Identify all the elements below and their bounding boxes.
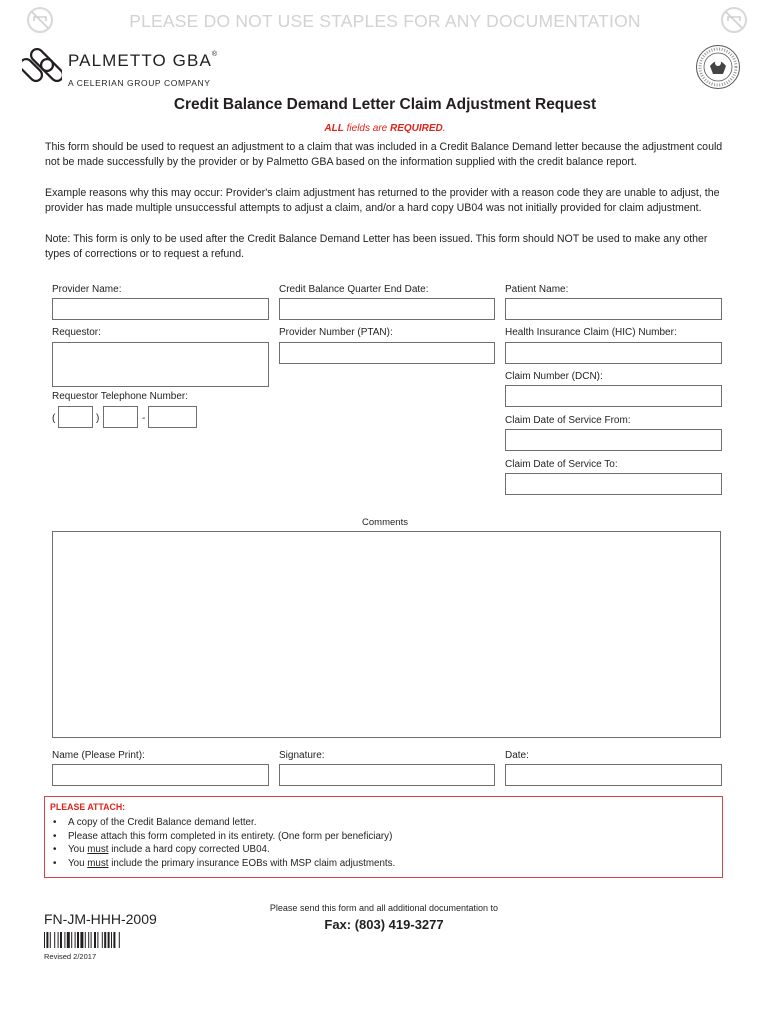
name-print-field[interactable] — [52, 764, 269, 786]
hic-number-label: Health Insurance Claim (HIC) Number: — [505, 327, 677, 338]
fax-number: Fax: (803) 419-3277 — [324, 917, 444, 932]
phone-area-code-field[interactable] — [58, 406, 93, 428]
phone-open-paren: ( — [52, 413, 56, 424]
date-field[interactable] — [505, 764, 722, 786]
form-title: Credit Balance Demand Letter Claim Adjustment Request — [173, 96, 597, 113]
staples-warning: PLEASE DO NOT USE STAPLES FOR ANY DOCUMENTATION — [129, 11, 641, 31]
attach-box — [44, 796, 723, 878]
hic-number-field[interactable] — [505, 342, 722, 364]
attach-item: • Please attach this form completed in its entirety. (One form per beneficiary) — [53, 830, 395, 844]
patient-name-field[interactable] — [505, 298, 722, 320]
date-of-service-from-field[interactable] — [505, 429, 722, 451]
provider-name-label: Provider Name: — [52, 284, 122, 295]
attach-item: • A copy of the Credit Balance demand letter. — [53, 816, 395, 830]
revised-date: Revised 2/2017 — [44, 952, 97, 961]
attach-title: PLEASE ATTACH: — [50, 802, 126, 812]
claim-number-label: Claim Number (DCN): — [505, 371, 603, 382]
date-of-service-to-field[interactable] — [505, 473, 722, 495]
brand-subtitle: A CELERIAN GROUP COMPANY — [68, 78, 211, 88]
signature-label: Signature: — [279, 750, 325, 761]
date-of-service-to-label: Claim Date of Service To: — [505, 459, 618, 470]
brand-name: PALMETTO GBA® — [68, 51, 219, 70]
quarter-end-date-label: Credit Balance Quarter End Date: — [279, 284, 429, 295]
provider-number-label: Provider Number (PTAN): — [279, 327, 393, 338]
comments-field[interactable] — [52, 531, 721, 738]
phone-close-paren: ) — [96, 413, 100, 424]
attach-item: • You must include the primary insurance EOBs with MSP claim adjustments. — [53, 857, 395, 871]
department-seal-icon — [695, 44, 741, 90]
form-number: FN-JM-HHH-2009 — [44, 911, 157, 927]
requestor-phone-label: Requestor Telephone Number: — [52, 391, 189, 402]
date-of-service-from-label: Claim Date of Service From: — [505, 415, 631, 426]
claim-number-field[interactable] — [505, 385, 722, 407]
send-instructions: Please send this form and all additional documentation to — [269, 903, 499, 913]
phone-line-number-field[interactable] — [148, 406, 197, 428]
name-print-label: Name (Please Print): — [52, 750, 145, 761]
provider-number-field[interactable] — [279, 342, 495, 364]
required-notice: ALL fields are REQUIRED. — [324, 123, 446, 134]
requestor-label: Requestor: — [52, 327, 101, 338]
comments-label: Comments — [362, 517, 408, 528]
signature-field[interactable] — [279, 764, 495, 786]
palmetto-logo-icon — [22, 45, 62, 85]
date-label: Date: — [505, 750, 529, 761]
barcode — [44, 932, 142, 948]
requestor-field[interactable] — [52, 342, 269, 387]
provider-name-field[interactable] — [52, 298, 269, 320]
attach-item: • You must include a hard copy corrected UB04. — [53, 843, 395, 857]
quarter-end-date-field[interactable] — [279, 298, 495, 320]
intro-paragraph: This form should be used to request an adjustment to a claim that was included in a Credit Balance Demand letter because the adjustment could not be made successfully by the provider or by Palmetto GBA based on the information supplied with the credit balance report. — [45, 141, 723, 169]
phone-prefix-field[interactable] — [103, 406, 138, 428]
patient-name-label: Patient Name: — [505, 284, 569, 295]
phone-dash: - — [142, 413, 146, 424]
intro-paragraph: Example reasons why this may occur: Provider's claim adjustment has returned to the provider with a reason code they are unable to adjust, the provider has made multiple unsuccessful attempts to adjust a claim, and/or a hard copy UB04 was not initially provided for claim adjustment. — [45, 187, 720, 215]
attach-list — [53, 816, 395, 870]
intro-note: Note: This form is only to be used after the Credit Balance Demand Letter has been issued. This form should NOT be used to make any other types of corrections or to request a refund. — [45, 233, 708, 261]
